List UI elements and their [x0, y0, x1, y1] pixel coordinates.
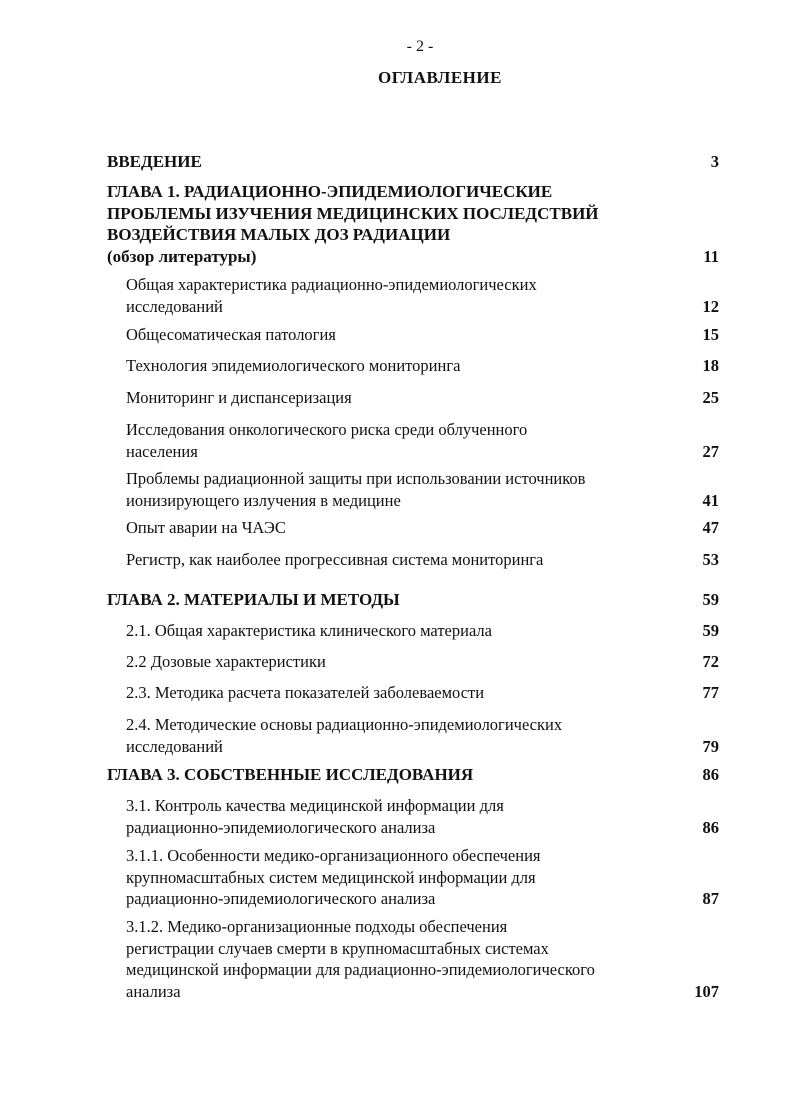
toc-entry [126, 468, 719, 511]
toc-entry [126, 274, 719, 317]
toc-entry-line: ВОЗДЕЙСТВИЯ МАЛЫХ ДОЗ РАДИАЦИИ [107, 225, 451, 244]
toc-page-number: 12 [702, 296, 719, 316]
toc-page-number: 59 [702, 590, 719, 609]
toc-page-number: 77 [702, 683, 719, 702]
toc-page-number: 47 [702, 518, 719, 537]
toc-entry-line: Общесоматическая патология [126, 325, 336, 344]
toc-entry [126, 651, 719, 673]
toc-entry-title [126, 419, 686, 462]
toc-entry [126, 324, 719, 346]
toc-entry-title [107, 764, 667, 786]
toc-entry-line: (обзор литературы) [107, 246, 257, 266]
toc-page-number: 72 [702, 652, 719, 671]
toc-page-number: 87 [702, 889, 719, 908]
toc-entry [126, 549, 719, 571]
toc-entry-line: исследований [126, 296, 223, 316]
toc-page-number: 53 [702, 550, 719, 569]
toc-entry-title [126, 324, 686, 346]
toc-entry-line: 3.1. Контроль качества медицинской информации для [126, 796, 504, 815]
toc-entry-line: ПРОБЛЕМЫ ИЗУЧЕНИЯ МЕДИЦИНСКИХ ПОСЛЕДСТВИЙ [107, 203, 599, 223]
toc-entry [126, 355, 719, 377]
toc-entry-line: радиационно-эпидемиологического анализа [126, 817, 436, 837]
toc-entry-line: радиационно-эпидемиологического анализа [126, 889, 436, 908]
toc-entry-line: Исследования онкологического риска среди облученного [126, 420, 528, 439]
toc-entry-line: анализа [126, 981, 181, 1001]
toc-entry [107, 151, 719, 173]
toc-entry-line: населения [126, 441, 198, 461]
toc-entry-title [126, 517, 686, 539]
toc-entry [126, 419, 719, 462]
toc-entry-line: 3.1.2. Медико-организационные подходы обеспечения [126, 917, 508, 936]
toc-entry-title [126, 651, 686, 673]
toc-entry [107, 589, 719, 611]
toc-entry-line: крупномасштабных систем медицинской информации для [126, 867, 536, 887]
toc-entry [126, 620, 719, 642]
toc-entry-title [126, 845, 686, 910]
toc-page-number: 15 [702, 325, 719, 344]
toc-page-number: 27 [702, 441, 719, 461]
toc-entry-line: ионизирующего излучения в медицине [126, 490, 401, 510]
toc-page-number: 86 [702, 817, 719, 837]
toc-entry [107, 764, 719, 786]
toc-entry [126, 845, 719, 910]
toc-entry-title [126, 682, 686, 704]
toc-entry [126, 714, 719, 757]
toc-entry-line: 2.2 Дозовые характеристики [126, 652, 326, 671]
toc-entry-line: Общая характеристика радиационно-эпидемиологических [126, 275, 537, 294]
toc-entry [126, 387, 719, 409]
toc-entry-line: Мониторинг и диспансеризация [126, 388, 352, 407]
toc-page-number: 3 [710, 152, 719, 171]
toc-page-number: 59 [702, 621, 719, 640]
toc-entry-line: 2.4. Методические основы радиационно-эпидемиологических [126, 715, 563, 734]
toc-entry-line: регистрации случаев смерти в крупномасштабных системах [126, 938, 549, 958]
toc-page-number: 107 [694, 981, 719, 1001]
toc-entry [126, 682, 719, 704]
toc-entry-line: 3.1.1. Особенности медико-организационного обеспечения [126, 846, 541, 865]
toc-entry-line: 2.3. Методика расчета показателей заболеваемости [126, 683, 485, 702]
toc-entry-title [107, 151, 667, 173]
toc-entry [126, 795, 719, 838]
toc-entry [126, 916, 719, 1002]
toc-entry-title [126, 795, 686, 838]
toc-entry-title [107, 181, 667, 267]
toc-entry-title [126, 916, 686, 1002]
toc-entry [126, 517, 719, 539]
toc-entry-line: 2.1. Общая характеристика клинического материала [126, 621, 492, 640]
toc-entry-line: Регистр, как наиболее прогрессивная система мониторинга [126, 550, 544, 569]
toc-entry-title [126, 355, 686, 377]
page-number: - 2 - [406, 38, 434, 55]
toc-entry-line: ГЛАВА 3. СОБСТВЕННЫЕ ИССЛЕДОВАНИЯ [107, 765, 474, 784]
toc-entry-title [107, 589, 667, 611]
toc-page-number: 86 [702, 765, 719, 784]
toc-page-number: 11 [703, 246, 719, 266]
toc-entry-line: медицинской информации для радиационно-эпидемиологического [126, 960, 595, 979]
toc-entry-title [126, 549, 686, 571]
toc-title: ОГЛАВЛЕНИЕ [378, 68, 502, 87]
toc-entry-line: Опыт аварии на ЧАЭС [126, 518, 286, 537]
toc-entry-line: исследований [126, 736, 223, 756]
toc-entry-title [126, 714, 686, 757]
toc-entry-line: ВВЕДЕНИЕ [107, 152, 202, 171]
toc-page-number: 79 [702, 736, 719, 756]
toc-entry-title [126, 274, 686, 317]
toc-entry-line: ГЛАВА 2. МАТЕРИАЛЫ И МЕТОДЫ [107, 590, 400, 609]
toc-entry-title [126, 620, 686, 642]
toc-entry [107, 181, 719, 267]
toc-entry-title [126, 468, 686, 511]
toc-entry-title [126, 387, 686, 409]
toc-entry-line: ГЛАВА 1. РАДИАЦИОННО-ЭПИДЕМИОЛОГИЧЕСКИЕ [107, 182, 553, 201]
toc-page-number: 25 [702, 388, 719, 407]
toc-entry-line: Проблемы радиационной защиты при использовании источников [126, 469, 586, 488]
toc-entry-line: Технология эпидемиологического мониторинга [126, 356, 461, 375]
toc-page-number: 18 [702, 356, 719, 375]
toc-page-number: 41 [702, 490, 719, 510]
